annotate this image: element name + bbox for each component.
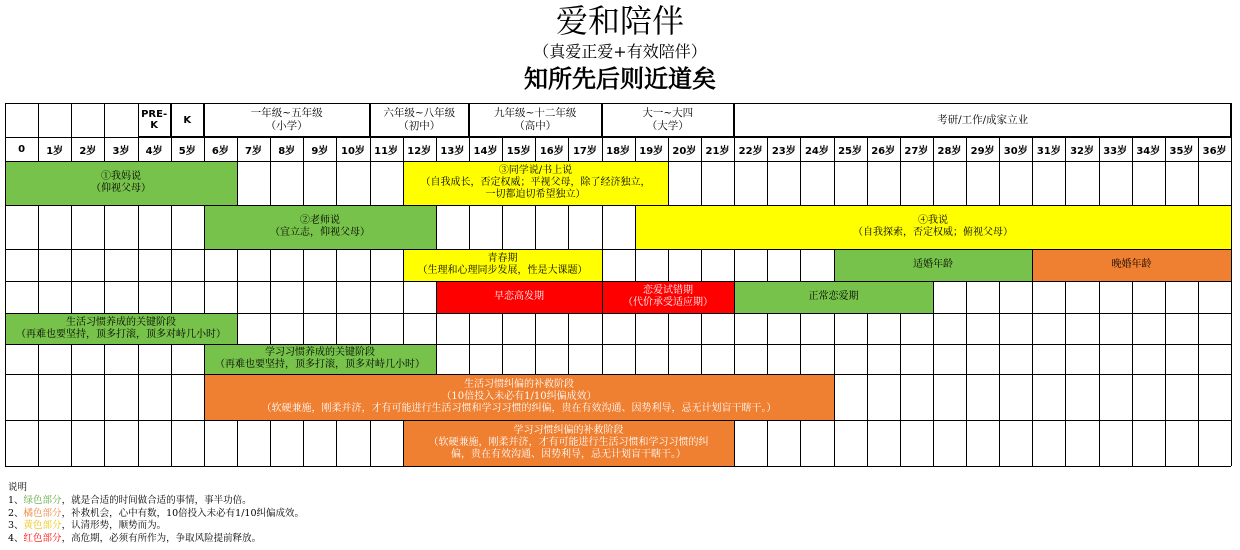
age-cell: 26岁 [871,145,896,157]
age-cell: 33岁 [1103,145,1128,157]
age-cell: 14岁 [473,145,498,157]
age-cell: 2岁 [79,145,97,157]
age-cell: 12岁 [407,145,432,157]
age-cell: 18岁 [606,145,631,157]
page-title: 爱和陪伴 [555,2,684,40]
note-item [8,508,304,521]
note-color-term: 黄色部分 [23,520,62,532]
stage-label: K [183,114,192,126]
block-text-line: （再难也要坚持，顶多打滚，顶多对峙几小时） [16,328,226,340]
note-text: ，认清形势，顺势而为。 [61,520,167,532]
age-cell: 8岁 [278,145,296,157]
grid-line-h [5,466,1231,468]
age-cell: 27岁 [904,145,929,157]
block-text-line: （软硬兼施，刚柔并济，才有可能进行生活习惯和学习习惯的纠偏，贵在有效沟通、因势利导，忌无计划盲干瞎干。） [261,403,777,414]
block-text-line: （软硬兼施，刚柔并济，才有可能进行生活习惯和学习习惯的纠 [428,437,709,448]
stage-header [171,103,204,137]
block-teacher-says [205,206,436,249]
notes-heading: 说明 [8,482,28,493]
block-text-line: （宜立志，仰视父母） [270,227,370,238]
stage-sublabel: （小学） [265,120,308,132]
stage-header [602,103,735,137]
age-cell: 22岁 [738,145,763,157]
note-text: ，高危期，必须有所作为，争取风险提前释放。 [61,533,262,545]
stage-sublabel: （大学） [646,120,689,132]
age-cell: 35岁 [1169,145,1194,157]
stage-label: 六年级~八年级 [383,107,456,119]
block-classmates-books [404,162,668,205]
block-text-line: （生理和心理同步发展，性是大课题） [417,265,588,276]
note-item [8,533,304,546]
age-cell: 24岁 [804,145,829,157]
age-cell: 34岁 [1136,145,1161,157]
block-text-line: 一切都迫切希望独立） [485,189,586,200]
block-text-line: ②老师说 [300,215,340,226]
block-text-line: 恋爱试错期 [643,285,693,296]
age-cell: 11岁 [374,145,399,157]
block-trial-love [603,282,734,313]
note-number: 4、 [8,533,24,545]
age-cell: 29岁 [970,145,995,157]
block-normal-love [735,282,933,313]
block-text-line: 青春期 [487,253,518,264]
age-cell: 25岁 [838,145,863,157]
age-timeline-table [5,103,1231,466]
block-text-line: 学习习惯养成的关键阶段 [265,347,375,358]
block-text-line: （仰视父母） [91,183,151,194]
block-text-line: 生活习惯养成的关键阶段 [66,316,176,328]
block-study-remedy [404,421,734,466]
stage-label: 大一~大四 [642,107,694,119]
age-cell: 19岁 [639,145,664,157]
age-cell: 16岁 [539,145,564,157]
stage-label: 一年级~五年级 [250,107,323,119]
stage-label: PRE-K [141,109,168,131]
block-text-line: 适婚年龄 [913,259,953,270]
age-cell: 9岁 [311,145,329,157]
note-color-term: 橘色部分 [23,507,62,519]
notes-list [8,495,304,546]
block-i-say [636,206,1231,249]
block-suitable-marriage [835,250,1032,281]
age-cell: 21岁 [705,145,730,157]
age-cell: 17岁 [572,145,597,157]
block-mom-says [6,162,237,205]
age-cell: 36岁 [1202,145,1227,157]
stage-header [204,103,370,137]
block-text-line: 正常恋爱期 [808,291,859,302]
block-text-line: （自我成长，否定权威；平视父母，除了经济独立， [420,177,651,188]
block-text-line: （自我探索，否定权威；俯视父母） [853,227,1013,238]
note-number: 3、 [8,520,24,532]
age-cell: 4岁 [145,145,163,157]
block-puberty [404,250,602,281]
age-cell: 15岁 [506,145,531,157]
stage-sublabel: （高中） [514,120,557,132]
age-cell: 32岁 [1070,145,1094,157]
block-text-line: （再难也要坚持，顶多打滚，顶多对峙几小时） [215,359,425,370]
age-cell: 20岁 [672,145,697,157]
block-study-habits [205,345,436,374]
block-text-line: 学习习惯纠偏的补救阶段 [513,425,624,436]
age-cell: 30岁 [1003,145,1028,157]
age-cell: 1岁 [46,145,64,157]
note-text: ，补救机会，心中有数，10倍投入未必有1/10纠偏成效。 [61,507,304,519]
block-text-line: 晚婚年龄 [1111,259,1152,270]
age-cell: 3岁 [112,145,130,157]
note-color-term: 绿色部分 [23,494,62,506]
page-subtitle: （真爱正爱+有效陪伴） [533,42,707,61]
age-cell: 10岁 [340,145,365,157]
note-number: 1、 [8,494,24,506]
notes-section [8,482,304,546]
block-text-line: 生活习惯纠偏的补救阶段 [464,379,574,390]
block-life-remedy [205,375,834,420]
stage-label: 考研/工作/成家立业 [937,113,1029,126]
note-color-term: 红色部分 [23,533,62,545]
age-cell: 0 [18,143,26,155]
block-text-line: ④我说 [918,215,948,226]
stage-sublabel: （初中） [398,120,441,132]
age-cell: 7岁 [245,145,263,157]
stage-header [370,103,469,137]
note-text: ，就是合适的时间做合适的事情，事半功倍。 [61,494,252,506]
block-text-line: 早恋高发期 [494,291,544,302]
age-cell: 23岁 [771,145,796,157]
stage-header [138,103,171,137]
age-cell: 28岁 [937,145,962,157]
block-text-line: 偏，贵在有效沟通、因势利导，忌无计划盲干瞎干。） [451,449,686,460]
grid-line-h [5,344,1231,345]
page-motto: 知所先后则近道矣 [524,64,716,93]
age-cell: 31岁 [1036,145,1061,157]
note-number: 2、 [8,507,24,519]
block-late-marriage [1033,250,1231,281]
block-life-habits [6,314,237,344]
block-text-line: （代价承受适应期） [623,297,713,308]
stage-header [734,103,1231,137]
block-text-line: （10倍投入未必有1/10纠偏成效） [441,391,597,402]
block-early-love [437,282,602,313]
age-cell: 6岁 [211,145,229,157]
block-text-line: ③同学说/书上说 [498,165,573,176]
age-cell: 13岁 [440,145,465,157]
age-cell: 5岁 [178,145,196,157]
note-item [8,495,304,508]
block-text-line: ①我妈说 [101,171,141,182]
note-item [8,520,304,533]
stage-label: 九年级~十二年级 [494,107,577,119]
stage-header [469,103,602,137]
